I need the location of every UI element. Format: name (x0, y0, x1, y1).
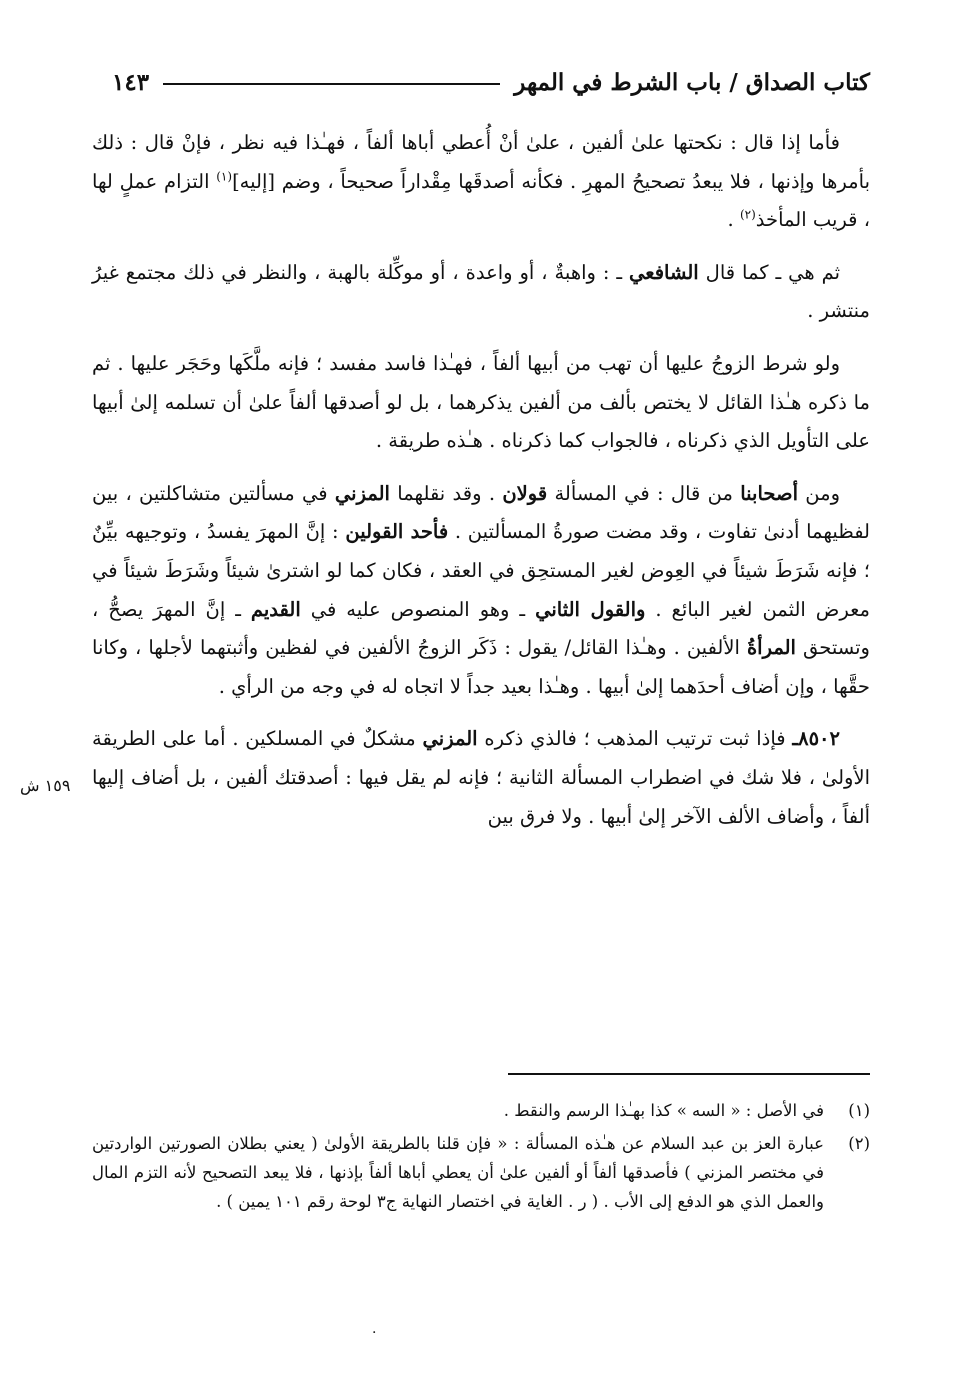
footnote-2 (92, 1129, 870, 1216)
text-run: فإذا ثبت ترتيب المذهب ؛ فالذي ذكره (477, 727, 793, 751)
page-bottom-mark: · (372, 1325, 377, 1341)
bold-term: فأحد القولين (345, 520, 449, 544)
footnote-number: (١) (848, 1101, 870, 1120)
paragraph-4 (92, 475, 870, 707)
footnote-separator (508, 1073, 870, 1075)
footnote-ref-2: (٢) (739, 207, 756, 222)
footnote-ref-1: (١) (216, 169, 233, 184)
text-run: من قال : في المسألة (547, 481, 741, 505)
text-run: في مسألتين متشاكلتين ، بين لفظيهما أدنىٰ تفاوت ، وقد مضت صورةُ المسألتين . (92, 481, 871, 544)
text-run: : إنَّ المهرَ يفسدُ ، وتوجيهه بيِّنٌ ؛ فإنه شَرَطَ شيئاً في العِوض لغير المستحِق في العقد ، فكان كما لو اشترىٰ شيئاً وشَرَطَ شيئاً في معرض الثمن لغير البائع . (92, 520, 870, 621)
header-rule (163, 83, 500, 85)
paragraph-1 (92, 124, 870, 240)
paragraph-3 (92, 345, 870, 461)
section-number: ٨٥٠٢ـ (792, 727, 841, 751)
footnote-text: عبارة العز بن عبد السلام عن هـٰذه المسألة : « فإن قلنا بالطريقة الأولىٰ ( يعني بطلان الصورتين الواردتين في مختصر المزني ) فأصدقها ألفاً أو ألفين علىٰ أن يعطي أباها ألفاً بإذنها ، فلا يبعد التصحيح لأنه التزم المال والعمل الذي هو الدفع إلى الأب . ( ر . الغاية في اختصار النهاية ج٣ لوحة رقم ١٠١ يمين ) . (92, 1134, 824, 1211)
text-run: فأما إذا قال : نكحتها علىٰ ألفين ، علىٰ أنْ أُعطي أباها ألفاً ، فهـٰذا فيه نظر ، فإنْ قال : ذلك بأمرها وإذنها ، فلا يبعدُ تصحيحُ المهرِ . فكأنه أصدقَها مِقْداراً صحيحاً ، وضم [إليه] (92, 131, 870, 193)
text-run: ولو شرط الزوجُ عليها أن تهب من أبيها ألفاً ، فهـٰذا فاسد مفسد ؛ فإنه ملَّكَها وحَجَر عليها . ثم ما ذكره هـٰذا القائل لا يختص بألف من ألفين يذكرهما ، بل لو أصدقها ألفاً علىٰ أن تسلمه إلىٰ أبيها على التأويل الذي ذكرناه ، فالجواب كما ذكرناه . هـٰذه طريقة . (92, 351, 870, 453)
footnote-1 (92, 1096, 870, 1125)
manuscript-folio-note: ١٥٩ ش (20, 776, 71, 795)
footnotes (92, 1096, 870, 1220)
text-run: ـ إنَّ المهرَ يصحُّ ، وتستحق (92, 597, 870, 660)
text-run: ثم هي ـ كما قال (698, 260, 840, 284)
footnote-text: في الأصل : « السه » كذا بهـٰذا الرسم والنقط . (503, 1101, 824, 1120)
text-run: . وقد نقلهما (389, 481, 503, 505)
text-run: التزام عملٍ لها ، قريب المأخذ (92, 169, 870, 232)
text-run: ـ : واهبةٌ ، أو واعدة ، أو موكِّلة بالهبة ، والنظر في ذلك مجتمع غيرُ منتشر . (92, 260, 870, 323)
bold-term: القديم (250, 597, 301, 621)
main-text (92, 124, 870, 850)
text-run: . (727, 208, 740, 232)
bold-term: الشافعي (629, 260, 699, 284)
text-run: مشكلٌ في المسلكين . أما على الطريقة الأولىٰ ، فلا شك في اضطراب المسألة الثانية ؛ فإنه لم يقل فيها : أصدقتك ألفين ، بل أضاف إليها ألفاً ، وأضاف الألف الآخر إلىٰ أبيها . ولا فرق بين (92, 727, 870, 828)
bold-term: أصحابنا (740, 481, 798, 505)
bold-term: والقول الثاني (535, 597, 646, 621)
chapter-title: كتاب الصداق / باب الشرط في المهر (514, 68, 870, 96)
page-number: ١٤٣ (112, 68, 150, 96)
text-run: ومن (798, 481, 841, 505)
footnote-number: (٢) (848, 1134, 870, 1153)
bold-term: المزني (334, 481, 390, 505)
bold-term: قولان (502, 481, 548, 505)
bold-term: المزني (422, 727, 478, 751)
running-header (112, 62, 870, 102)
text-run: الألفين . وهـٰذا القائل/ يقول : ذَكَر الزوجُ الألفين في لفظين وأثبتهما لأجلها ، وكانا حقَّها ، وإن أضاف أحدَهما إلىٰ أبيها . وهـٰذا بعيد جداً لا اتجاه له في وجه من الرأي . (92, 636, 870, 698)
paragraph-5 (92, 720, 870, 836)
text-run: ـ وهو المنصوص عليه في (300, 597, 536, 621)
paragraph-2 (92, 254, 870, 331)
bold-term: المرأةُ (746, 636, 796, 660)
